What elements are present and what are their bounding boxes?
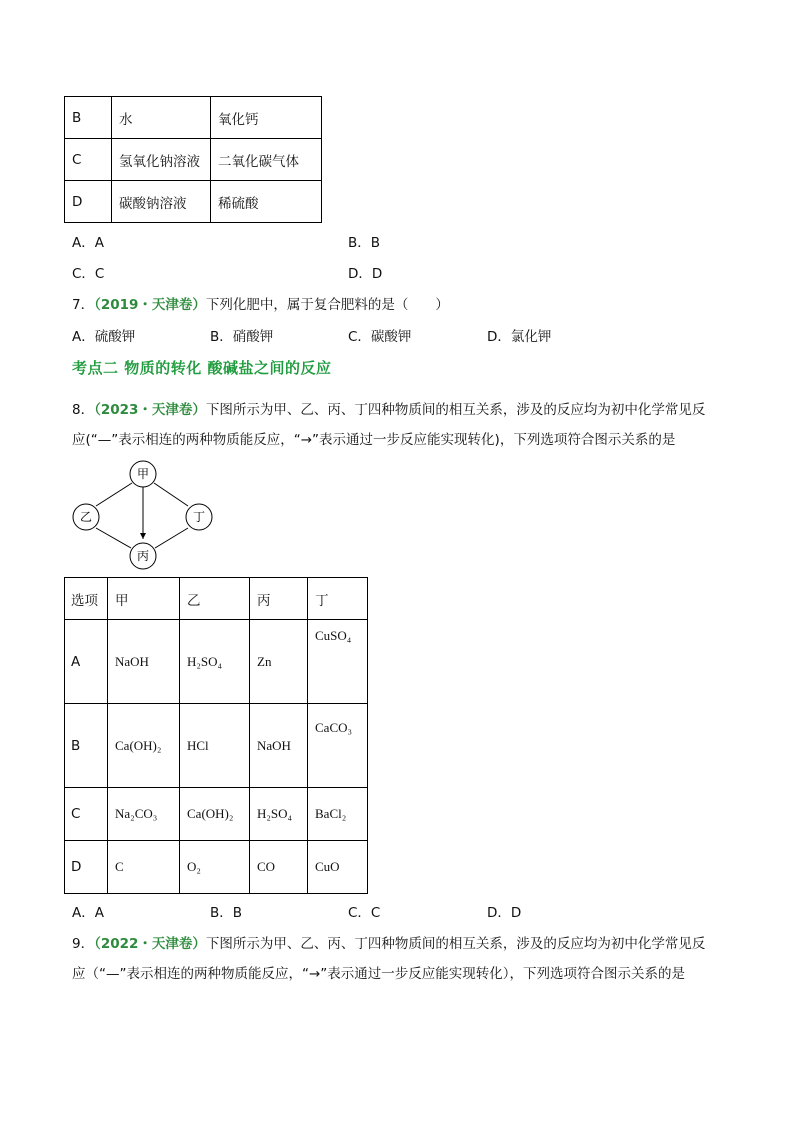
section-heading: 考点二 物质的转化 酸碱盐之间的反应 — [72, 359, 332, 377]
answer-table-q6 — [64, 96, 322, 223]
question-number: 8． — [72, 402, 95, 418]
header-cell: 丙 — [250, 578, 308, 620]
option-a: A．硫酸钾 — [72, 329, 136, 345]
table-cell: Ca(OH)₂ — [108, 704, 180, 788]
table-cell: 水 — [112, 97, 211, 139]
question-text: 下图所示为甲、乙、丙、丁四种物质间的相互关系，涉及的反应均为初中化学常见反 — [205, 402, 706, 418]
table-cell: C — [65, 139, 112, 181]
option-a: A．A — [72, 235, 104, 251]
table-cell: H₂SO₄ — [250, 788, 308, 841]
table-cell: Na₂CO₃ — [108, 788, 180, 841]
answer-table-q8 — [64, 577, 368, 894]
edge-right-bottom — [155, 528, 188, 548]
edge-top-right — [154, 483, 188, 506]
option-c: C．C — [72, 266, 105, 282]
table-cell: O₂ — [180, 841, 250, 894]
header-cell: 乙 — [180, 578, 250, 620]
node-label-yi: 乙 — [79, 510, 93, 524]
node-label-jia: 甲 — [136, 467, 150, 481]
option-d: D．D — [487, 905, 522, 921]
table-cell: B — [65, 97, 112, 139]
option-a: A．A — [72, 905, 104, 921]
question-number: 9． — [72, 936, 95, 952]
table-cell: D — [65, 181, 112, 223]
table-cell: A — [65, 620, 108, 704]
table-cell: Zn — [250, 620, 308, 704]
option-c: C．C — [348, 905, 381, 921]
option-b: B．硝酸钾 — [210, 329, 274, 345]
relationship-diagram — [68, 456, 218, 574]
table-cell: BaCl₂ — [308, 788, 368, 841]
table-cell: NaOH — [108, 620, 180, 704]
header-cell: 丁 — [308, 578, 368, 620]
table-cell: CuSO₄ — [308, 620, 368, 704]
table-cell: CaCO₃ — [308, 704, 368, 788]
node-label-ding: 丁 — [192, 510, 206, 524]
table-cell: CuO — [308, 841, 368, 894]
question-9-cont: 应（“—”表示相连的两种物质能反应，“→”表示通过一步反应能实现转化），下列选项符合图示关系的是 — [72, 966, 686, 982]
option-d: D．氯化钾 — [487, 329, 552, 345]
question-source: （2022・天津卷） — [94, 936, 206, 952]
question-8 — [72, 398, 705, 418]
option-b: B．B — [348, 235, 381, 251]
table-cell: 氢氧化钠溶液 — [112, 139, 211, 181]
option-b: B．B — [210, 905, 243, 921]
question-text: 下列化肥中，属于复合肥料的是（ ） — [205, 297, 449, 313]
question-number: 7． — [72, 297, 95, 313]
table-cell: B — [65, 704, 108, 788]
option-c: C．碳酸钾 — [348, 329, 412, 345]
table-cell: D — [65, 841, 108, 894]
edge-top-left — [96, 483, 132, 506]
table-cell: Ca(OH)₂ — [180, 788, 250, 841]
question-source: （2019・天津卷） — [94, 297, 206, 313]
table-cell: C — [108, 841, 180, 894]
table-cell: 碳酸钠溶液 — [112, 181, 211, 223]
question-9 — [72, 932, 705, 952]
node-label-bing: 丙 — [136, 549, 150, 563]
option-d: D．D — [348, 266, 383, 282]
table-cell: 二氧化碳气体 — [211, 139, 322, 181]
table-cell: C — [65, 788, 108, 841]
question-source: （2023・天津卷） — [94, 402, 206, 418]
header-cell: 甲 — [108, 578, 180, 620]
edge-left-bottom — [96, 528, 131, 548]
table-cell: 稀硫酸 — [211, 181, 322, 223]
header-cell: 选项 — [65, 578, 108, 620]
table-cell: 氧化钙 — [211, 97, 322, 139]
question-8-cont: 应(“—”表示相连的两种物质能反应，“→”表示通过一步反应能实现转化)，下列选项符合图示关系的是 — [72, 432, 676, 448]
table-cell: H₂SO₄ — [180, 620, 250, 704]
table-cell: NaOH — [250, 704, 308, 788]
question-text: 下图所示为甲、乙、丙、丁四种物质间的相互关系，涉及的反应均为初中化学常见反 — [205, 936, 706, 952]
table-cell: HCl — [180, 704, 250, 788]
question-7 — [72, 293, 449, 313]
table-cell: CO — [250, 841, 308, 894]
